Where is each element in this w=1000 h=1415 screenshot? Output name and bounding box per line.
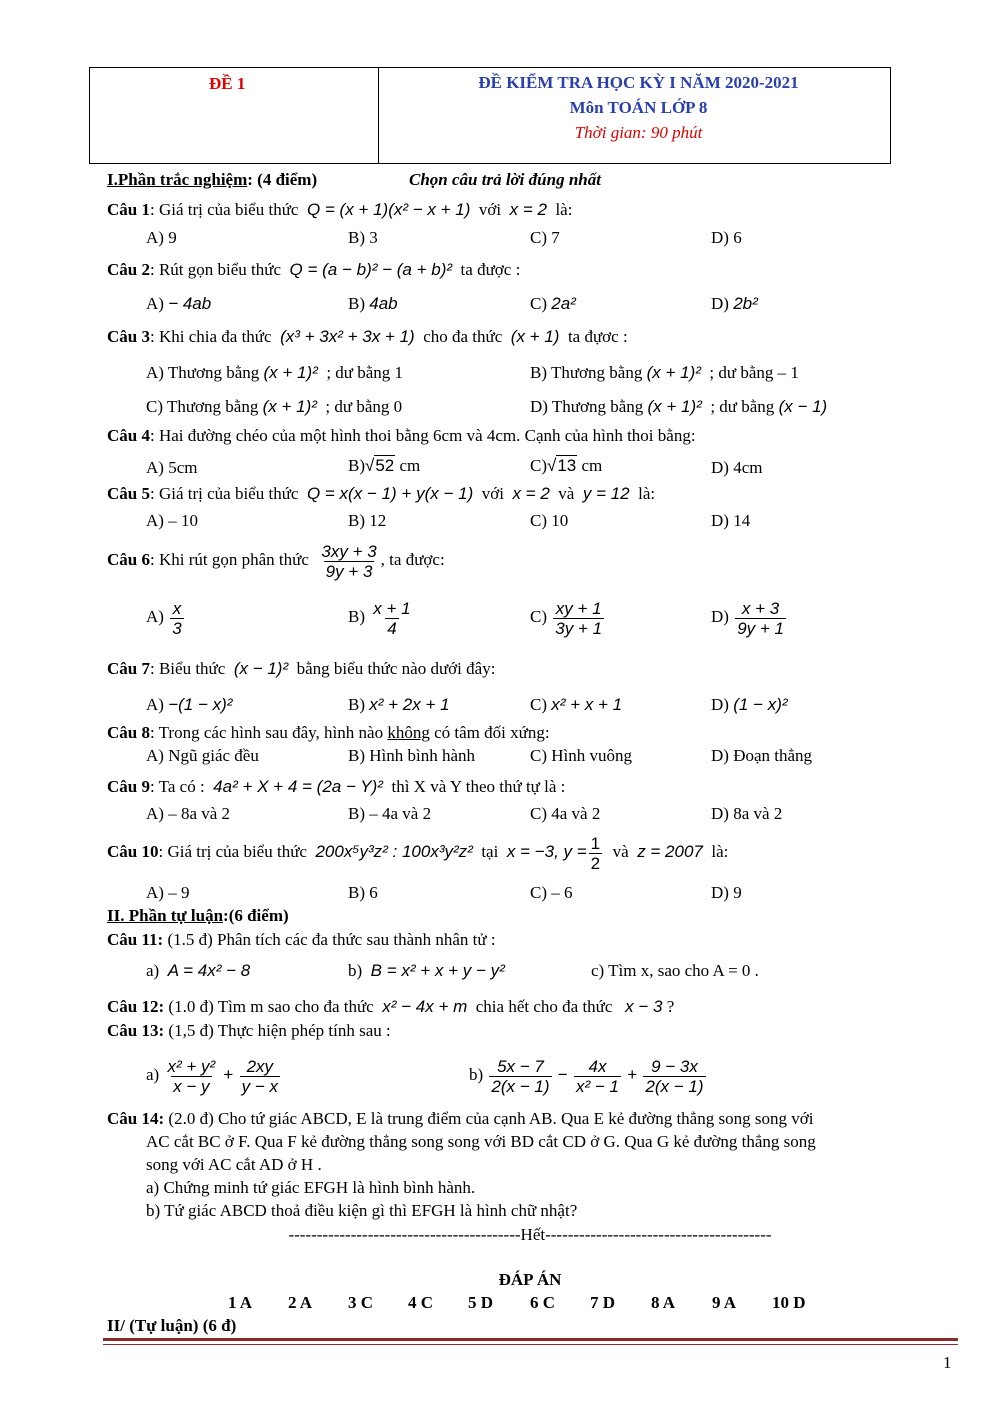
question-9: Câu 9: Ta có : 4a² + X + 4 = (2a − Y)² thì X và Y theo thứ tự là : [107, 777, 566, 796]
q8-option-c: C) Hình vuông [530, 746, 632, 765]
q4-option-b: B)√52 cm [348, 456, 421, 475]
q14-part-a: a) Chứng minh tứ giác EFGH là hình bình hành. [146, 1178, 476, 1197]
exam-code: ĐỀ 1 [209, 74, 246, 93]
answer-3: 3 C [348, 1293, 374, 1312]
q9-option-d: D) 8a và 2 [711, 804, 783, 823]
q10-option-b: B) 6 [348, 883, 378, 902]
q11-part-c: c) Tìm x, sao cho A = 0 . [591, 961, 759, 980]
q11-part-a: a) A = 4x² − 8 [146, 961, 251, 980]
q4-option-a: A) 5cm [146, 458, 198, 477]
answer-1: 1 A [228, 1293, 253, 1312]
q3-option-b: B) Thương bằng (x + 1)² ; dư bằng – 1 [530, 363, 799, 382]
question-11: Câu 11: (1.5 đ) Phân tích các đa thức sau thành nhân tử : [107, 930, 496, 949]
q1-option-d: D) 6 [711, 228, 742, 247]
q1-expression: Q = (x + 1)(x² − x + 1) [306, 200, 471, 219]
q10-option-d: D) 9 [711, 883, 742, 902]
question-12: Câu 12: (1.0 đ) Tìm m sao cho đa thức x² − 4x + m chia hết cho đa thức x − 3 ? [107, 997, 675, 1016]
q3-option-c: C) Thương bằng (x + 1)² ; dư bằng 0 [146, 397, 403, 416]
question-2: Câu 2: Rút gọn biểu thức Q = (a − b)² − (a + b)² ta được : [107, 260, 521, 279]
q10-expression: 200x⁵y³z² : 100x³y²z² [315, 842, 473, 861]
part1-heading: I.Phần trắc nghiệm: (4 điểm) [107, 170, 318, 189]
q14-line-3: song với AC cắt AD ở H . [146, 1155, 322, 1174]
question-5: Câu 5: Giá trị của biểu thức Q = x(x − 1) + y(x − 1) với x = 2 và y = 12 là: [107, 484, 656, 503]
q8-option-b: B) Hình bình hành [348, 746, 476, 765]
q5-option-c: C) 10 [530, 511, 569, 530]
q7-expression: (x − 1)² [233, 659, 289, 678]
q3-divisor: (x + 1) [510, 327, 560, 346]
question-4: Câu 4: Hai đường chéo của một hình thoi bằng 6cm và 4cm. Cạnh của hình thoi bằng: [107, 426, 696, 445]
part1-instruction: Chọn câu trả lời đúng nhất [409, 170, 601, 189]
footer-rule-thick [103, 1338, 958, 1341]
question-6: Câu 6: Khi rút gọn phân thức $\frac{3xy + 3}{9y + 3}$ , ta được: [107, 541, 445, 581]
q7-option-b: B) x² + 2x + 1 [348, 695, 450, 714]
answer-10: 10 D [772, 1293, 806, 1312]
answer-6: 6 C [530, 1293, 556, 1312]
q2-option-a: A) − 4ab [146, 294, 212, 313]
page-number: 1 [943, 1353, 952, 1372]
header-divider [378, 67, 379, 164]
end-marker: -----------------------------------------Hết---------------------------------------- [288, 1225, 772, 1244]
q5-option-b: B) 12 [348, 511, 387, 530]
q5-expression: Q = x(x − 1) + y(x − 1) [306, 484, 474, 503]
q9-option-b: B) – 4a và 2 [348, 804, 432, 823]
question-14: Câu 14: (2.0 đ) Cho tứ giác ABCD, E là trung điểm của cạnh AB. Qua E kẻ đường thẳng song song với [107, 1109, 814, 1128]
q6-option-c: C) $\frac{xy + 1}{3y + 1}$ [530, 598, 603, 638]
q3-option-d: D) Thương bằng (x + 1)² ; dư bằng (x − 1) [530, 397, 828, 416]
question-10: Câu 10: Giá trị của biểu thức 200x⁵y³z² : 100x³y²z² tại x = −3, y = $\frac{1}{2}$ và z = 2007 là: [107, 833, 729, 873]
q6-option-b: B) $\frac{x + 1}{4}$ [348, 598, 411, 638]
q3-option-a: A) Thương bằng (x + 1)² ; dư bằng 1 [146, 363, 404, 382]
exam-subject: Môn TOÁN LỚP 8 [569, 98, 708, 117]
answer-9: 9 A [712, 1293, 737, 1312]
q3-dividend: (x³ + 3x² + 3x + 1) [280, 327, 415, 346]
q5-option-d: D) 14 [711, 511, 751, 530]
q2-option-d: D) 2b² [711, 294, 758, 313]
answer-5: 5 D [468, 1293, 494, 1312]
q10-fraction: $\frac{1}{2}$ [590, 833, 601, 873]
q9-expression: 4a² + X + 4 = (2a − Y)² [213, 777, 383, 796]
answer-4: 4 C [408, 1293, 434, 1312]
q8-option-a: A) Ngũ giác đều [146, 746, 259, 765]
q1-option-b: B) 3 [348, 228, 378, 247]
answer-7: 7 D [590, 1293, 616, 1312]
q6-option-d: D) $\frac{x + 3}{9y + 1}$ [711, 598, 784, 638]
question-7: Câu 7: Biểu thức (x − 1)² bằng biểu thức nào dưới đây: [107, 659, 496, 678]
answer-2: 2 A [288, 1293, 313, 1312]
exam-title: ĐỀ KIỂM TRA HỌC KỲ I NĂM 2020-2021 [478, 73, 799, 92]
q9-option-a: A) – 8a và 2 [146, 804, 231, 823]
q8-option-d: D) Đoạn thẳng [711, 746, 813, 765]
q11-part-b: b) B = x² + x + y − y² [348, 961, 505, 980]
q2-option-b: B) 4ab [348, 294, 398, 313]
footer-rule-thin [103, 1344, 958, 1345]
q7-option-d: D) (1 − x)² [711, 695, 788, 714]
q6-option-a: A) $\frac{x}{3}$ [146, 598, 182, 638]
part2-heading: II. Phần tự luận:(6 điểm) [107, 906, 289, 925]
q2-option-c: C) 2a² [530, 294, 576, 313]
q13-part-b: b) $\frac{5x - 7}{2(x - 1)}$ − $\frac{4x}{\text{x² − 1}}$ + $\frac{9 - 3x}{2(x - 1)}$ [469, 1056, 704, 1096]
q13-part-a: a) $\frac{\text{x² + y²}}{x - y}$ + $\frac{2xy}{y - x}$ [146, 1056, 278, 1096]
q7-option-c: C) x² + x + 1 [530, 695, 623, 714]
answer-8: 8 A [651, 1293, 676, 1312]
q6-fraction: $\frac{3xy + 3}{9y + 3}$ [321, 541, 377, 581]
q5-option-a: A) – 10 [146, 511, 198, 530]
q7-option-a: A) −(1 − x)² [146, 695, 233, 714]
question-3: Câu 3: Khi chia đa thức (x³ + 3x² + 3x + 1) cho đa thức (x + 1) ta đựơc : [107, 327, 628, 346]
q9-option-c: C) 4a và 2 [530, 804, 601, 823]
q4-option-d: D) 4cm [711, 458, 763, 477]
q10-option-a: A) – 9 [146, 883, 190, 902]
q14-part-b: b) Tứ giác ABCD thoả điều kiện gì thì EFGH là hình chữ nhật? [146, 1201, 578, 1220]
question-13: Câu 13: (1,5 đ) Thực hiện phép tính sau : [107, 1021, 391, 1040]
q14-line-2: AC cắt BC ở F. Qua F kẻ đường thẳng song song với BD cắt CD ở G. Qua G kẻ đường thẳng song [146, 1132, 816, 1151]
answer-key-title: ĐÁP ÁN [498, 1270, 562, 1289]
question-8: Câu 8: Trong các hình sau đây, hình nào không có tâm đối xứng: [107, 723, 550, 742]
q1-option-c: C) 7 [530, 228, 560, 247]
q4-option-c: C)√13 cm [530, 456, 603, 475]
question-1: Câu 1: Giá trị của biểu thức Q = (x + 1)(x² − x + 1) với x = 2 là: [107, 200, 573, 219]
exam-time: Thời gian: 90 phút [574, 123, 703, 142]
q1-option-a: A) 9 [146, 228, 177, 247]
answer-part2-heading: II/ (Tự luận) (6 đ) [107, 1316, 237, 1335]
q2-expression: Q = (a − b)² − (a + b)² [289, 260, 453, 279]
q10-option-c: C) – 6 [530, 883, 573, 902]
